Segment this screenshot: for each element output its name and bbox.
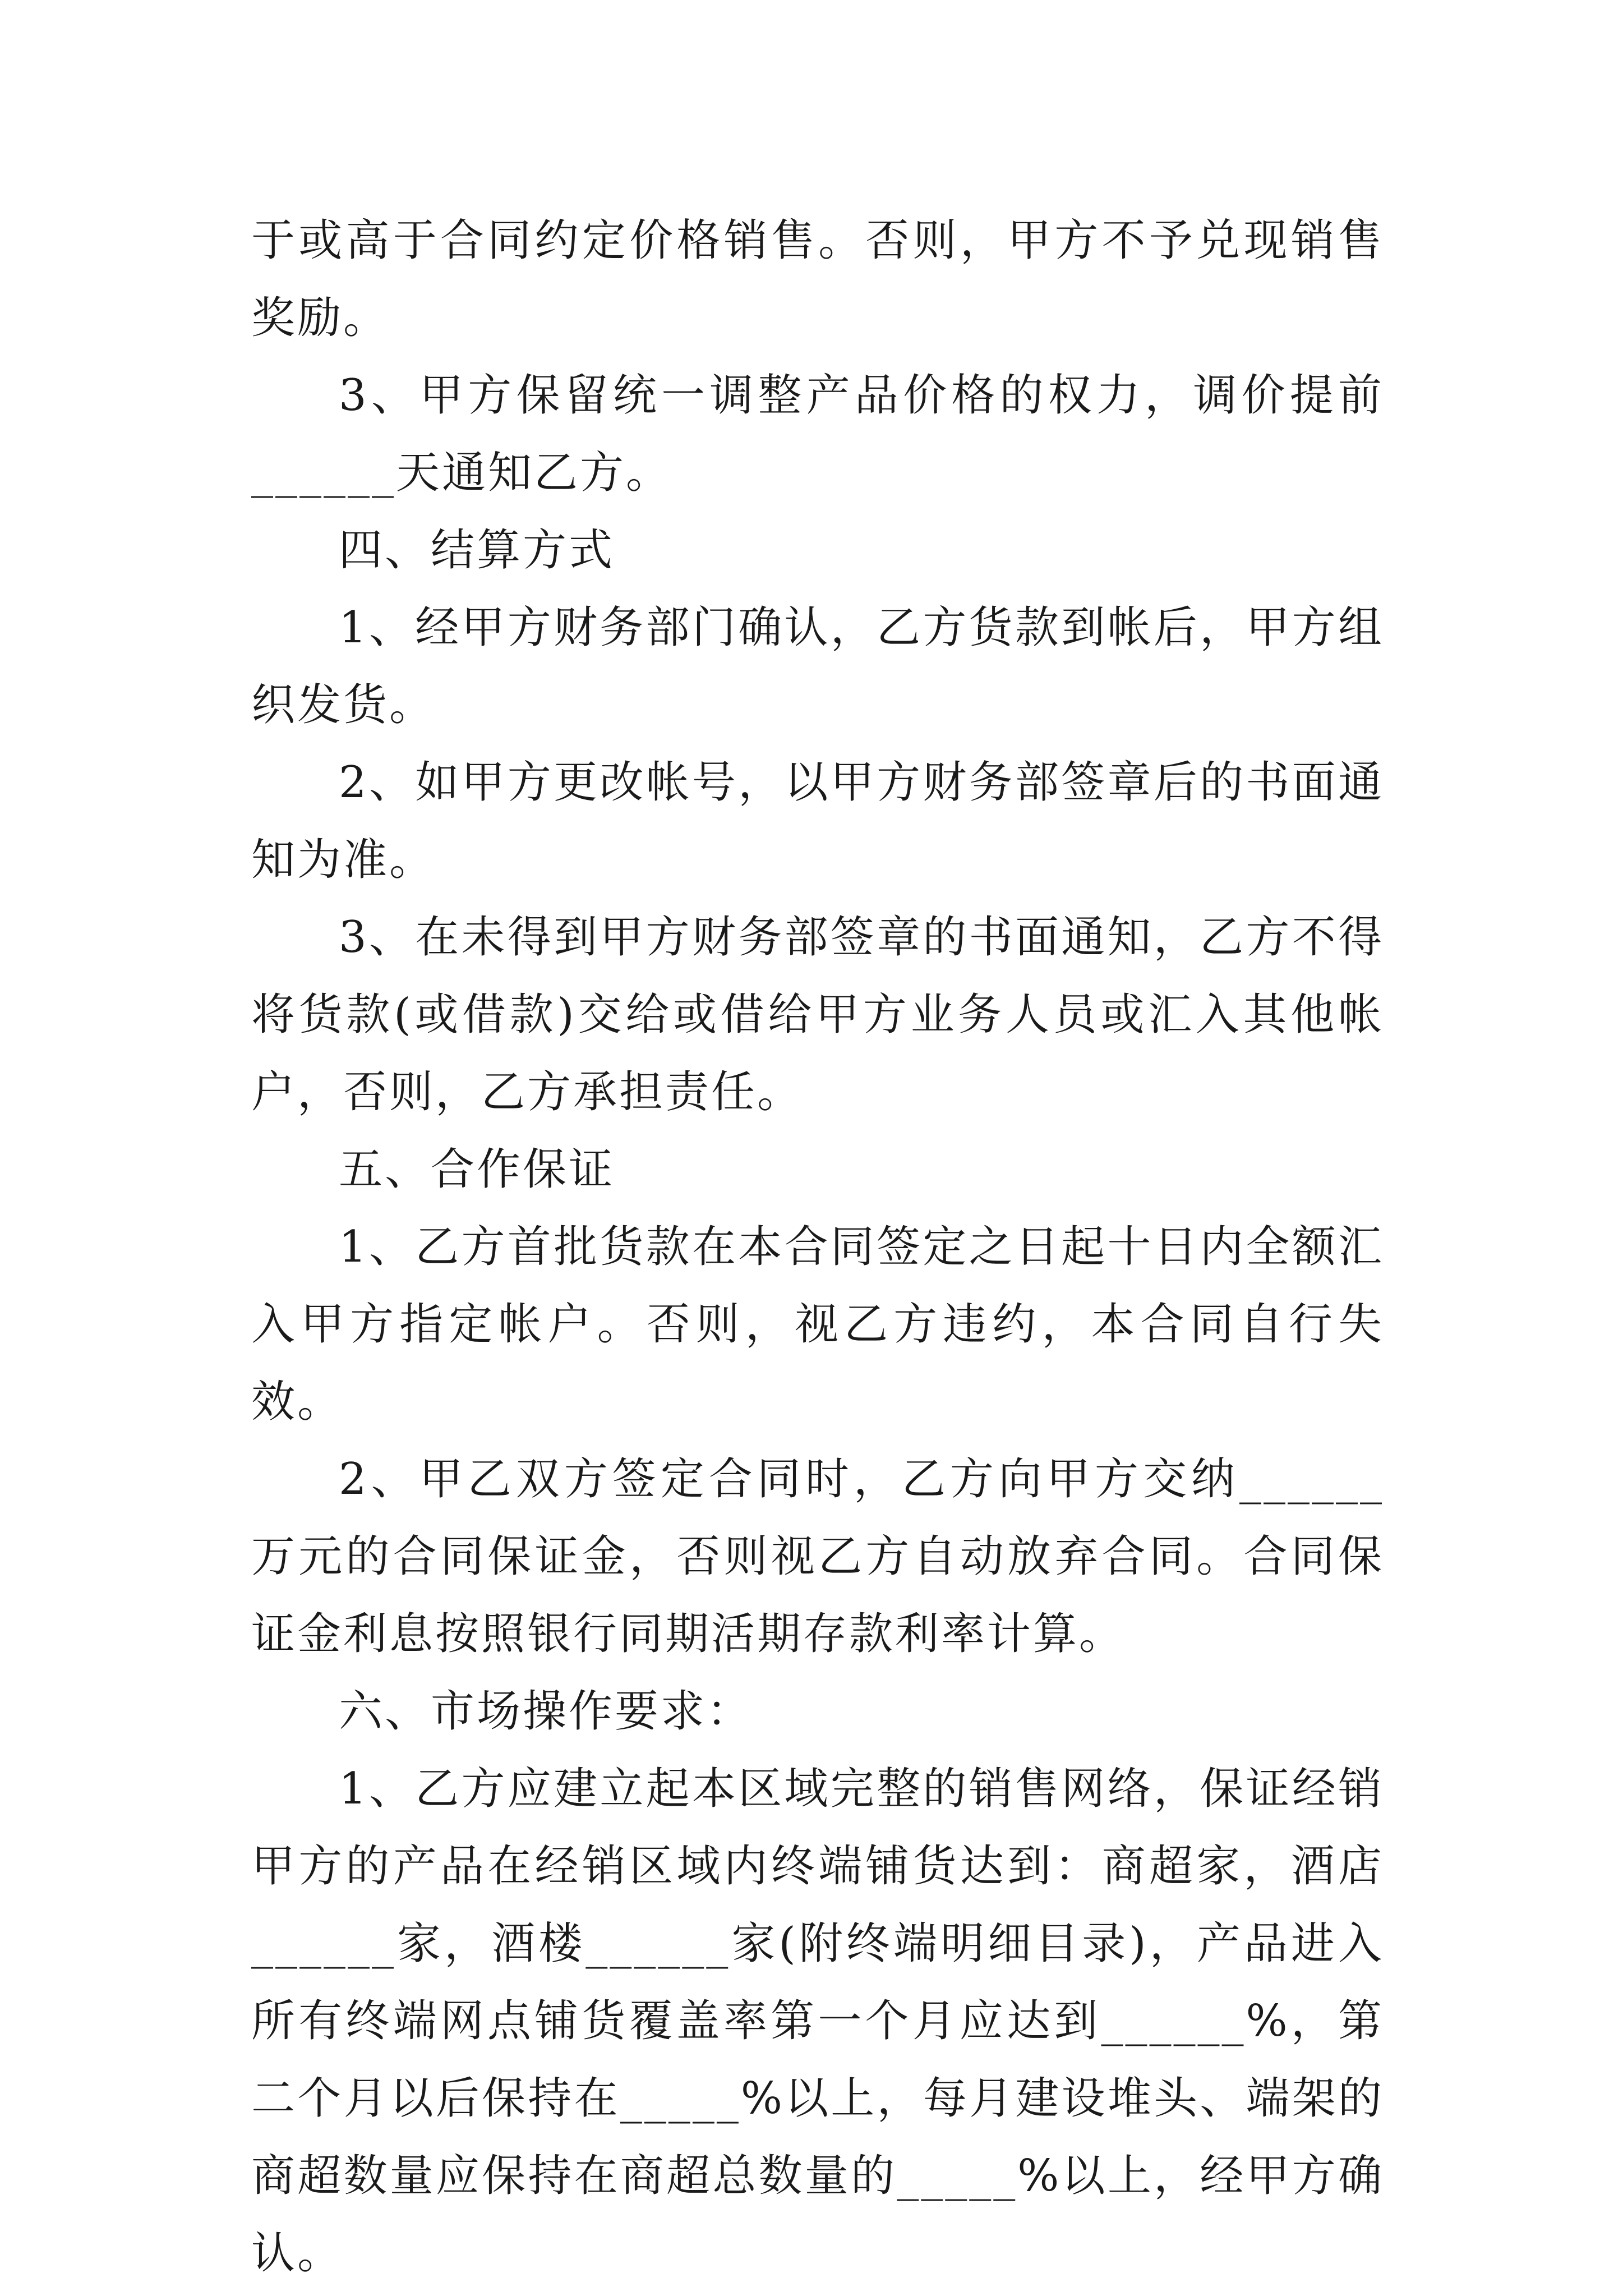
paragraph-clause-3-price-adjustment: 3、甲方保留统一调整产品价格的权力，调价提前______天通知乙方。 <box>251 370 1384 498</box>
paragraph-continuation: 于或高于合同约定价格销售。否则，甲方不予兑现销售奖励。 <box>251 215 1384 343</box>
section-heading-settlement: 四、结算方式 <box>339 525 615 576</box>
document-body <box>251 202 1384 2292</box>
paragraph-market-1: 1、乙方应建立起本区域完整的销售网络，保证经销甲方的产品在经销区域内终端铺货达到：商超家，酒店______家，酒楼______家(附终端明细目录)，产品进入所有终端网点铺货覆盖率第一个月应达到______%，第二个月以后保持在_____%以上，每月建设堆头、端架的商超数量应保持在商超总数量的_____%以上，经甲方确认。 <box>251 1764 1384 2279</box>
section-heading-cooperation: 五、合作保证 <box>339 1144 615 1195</box>
paragraph-settlement-3: 3、在未得到甲方财务部签章的书面通知，乙方不得将货款(或借款)交给或借给甲方业务人员或汇入其他帐户，否则，乙方承担责任。 <box>251 912 1384 1117</box>
paragraph-cooperation-1: 1、乙方首批货款在本合同签定之日起十日内全额汇入甲方指定帐户。否则，视乙方违约，本合同自行失效。 <box>251 1222 1384 1427</box>
paragraph-settlement-1: 1、经甲方财务部门确认，乙方货款到帐后，甲方组织发货。 <box>251 602 1384 730</box>
section-heading-market: 六、市场操作要求： <box>339 1686 753 1737</box>
paragraph-settlement-2: 2、如甲方更改帐号，以甲方财务部签章后的书面通知为准。 <box>251 757 1384 885</box>
paragraph-cooperation-2: 2、甲乙双方签定合同时，乙方向甲方交纳______万元的合同保证金，否则视乙方自动放弃合同。合同保证金利息按照银行同期活期存款利率计算。 <box>251 1454 1384 1659</box>
